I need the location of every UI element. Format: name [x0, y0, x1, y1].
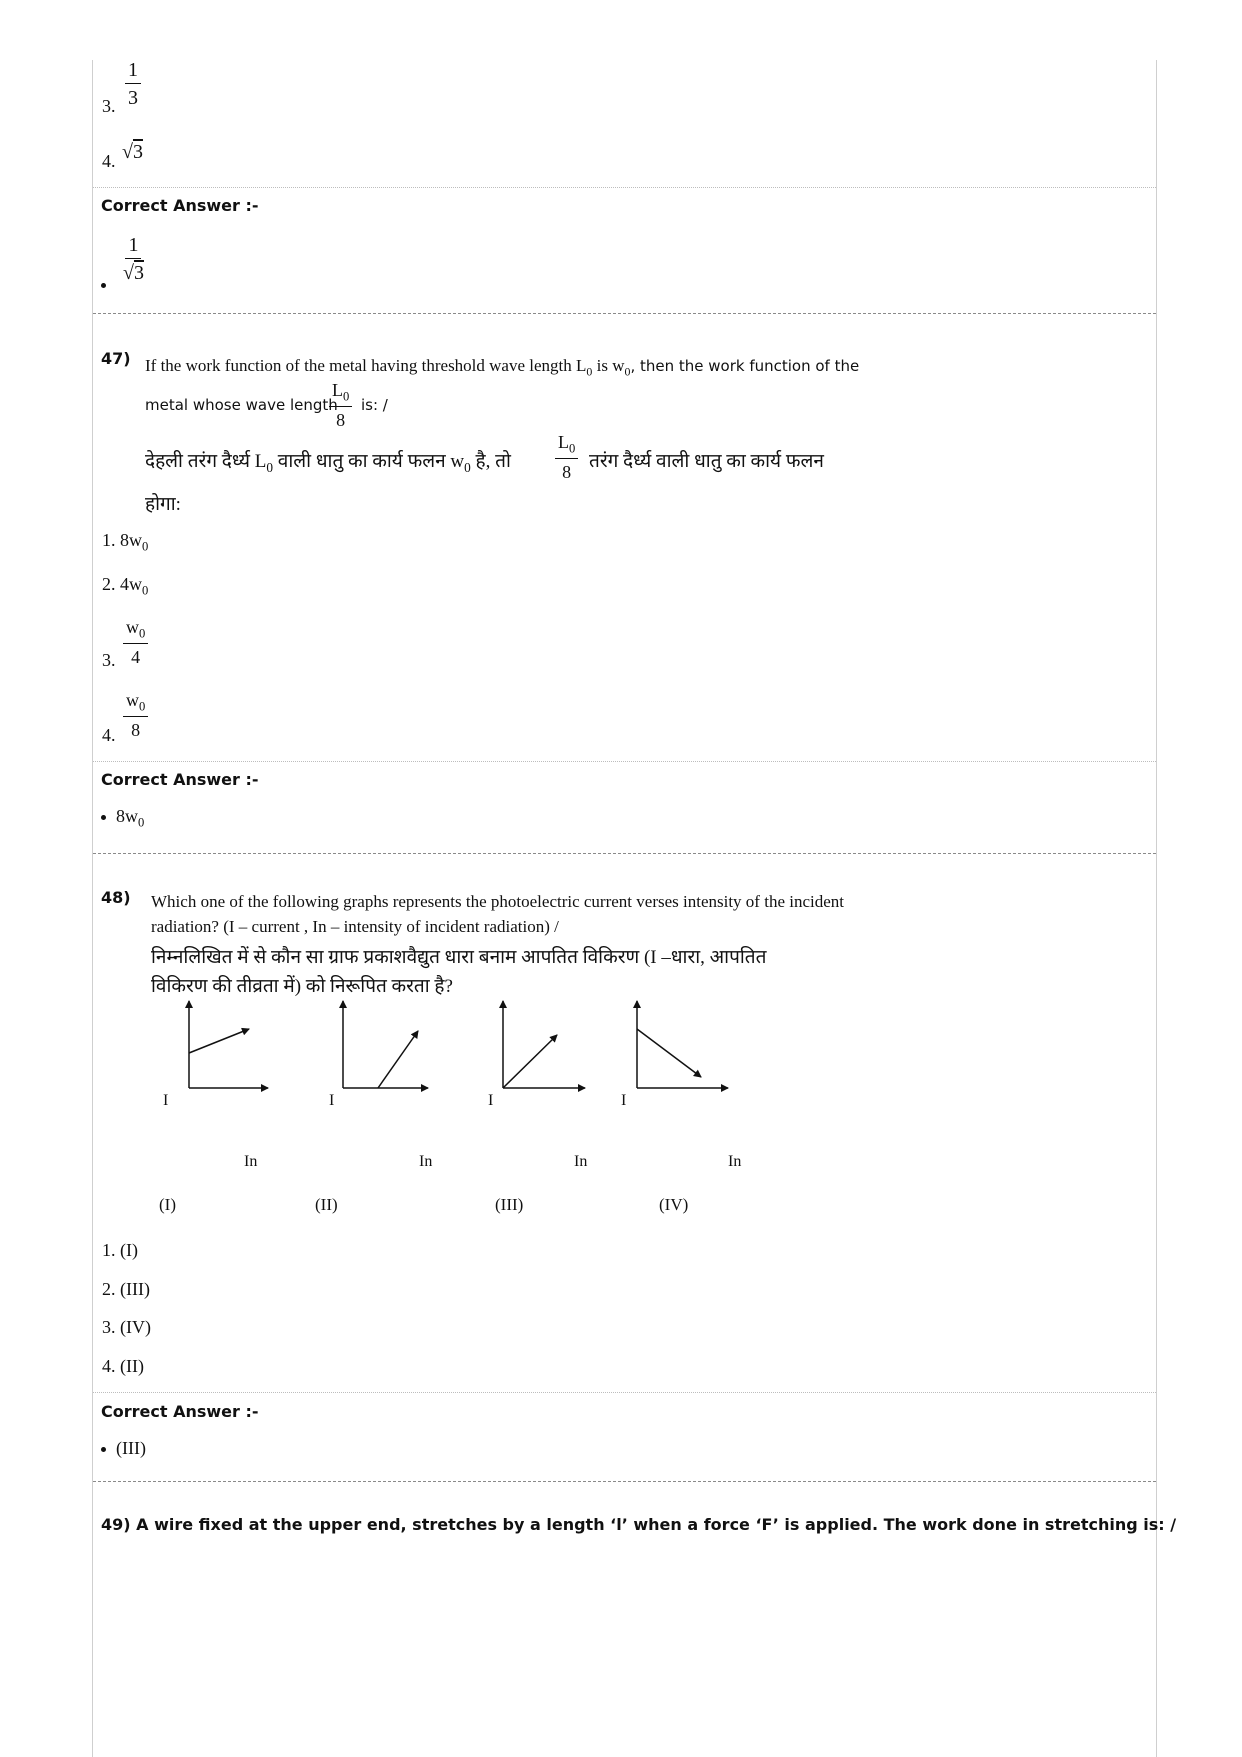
q47-hi-frac-num-text: L: [558, 432, 569, 452]
q48-option-3: [102, 1317, 151, 1338]
q47-option-2-number: 2.: [102, 574, 116, 594]
q47-option-1-number: 1.: [102, 530, 116, 550]
q48-hindi-line-2: विकिरण की तीव्रता में) को निरूपित करता है?: [151, 976, 453, 997]
q47-option-3-num-text: w: [126, 617, 139, 637]
q47-hi-text-a: देहली तरंग दैर्ध्य L: [145, 451, 267, 472]
q48-english-line-2: radiation? (I – current , In – intensity of incident radiation) /: [151, 917, 559, 936]
q48-option-3-number: 3.: [102, 1317, 116, 1337]
q46-option-3-fraction: [125, 60, 141, 108]
q46-correct-denominator-sqrt: 3: [133, 262, 144, 284]
q48-option-2: [102, 1279, 150, 1300]
q47-option-1: [102, 530, 148, 555]
q48-correct-bullet: [101, 1447, 106, 1452]
graph-1-line: [189, 1029, 249, 1053]
q48-correct-answer-label: Correct Answer :-: [101, 1402, 259, 1421]
graph-3: [503, 1001, 585, 1088]
q46-option-4-sqrt-value: 3: [132, 141, 143, 163]
q46-option-4-sqrt: √3: [122, 141, 143, 163]
q47-hi-frac-denominator: 8: [562, 462, 572, 483]
q47-en-text-c: , then the work function of the: [630, 357, 860, 375]
graph-1-caption: (I): [159, 1195, 176, 1214]
graph-2: [343, 1001, 428, 1088]
graph-4-x-label: In: [728, 1153, 742, 1170]
q47-hindi-line-1: [145, 447, 511, 476]
q46-correct-answer-label: Correct Answer :-: [101, 196, 259, 215]
q47-en-w0-sub: 0: [624, 364, 631, 379]
graph-3-line: [503, 1035, 557, 1088]
question-paper-page: [92, 59, 1177, 1757]
divider: [93, 1392, 1156, 1393]
q48-option-4-number: 4.: [102, 1356, 116, 1376]
q47-option-3-num-sub: 0: [139, 626, 146, 641]
q47-frac-num-text: L: [332, 380, 343, 400]
q46-option-3-denominator: 3: [128, 87, 138, 109]
q48-correct-text: (III): [116, 1438, 146, 1458]
q47-english-line-2: metal whose wave length: [145, 396, 338, 414]
q47-option-2: [102, 574, 148, 599]
q48-option-3-text: (IV): [120, 1317, 151, 1337]
q47-option-4-numerator: [123, 691, 148, 717]
q48-option-1-number: 1.: [102, 1240, 116, 1260]
q48-graphs: [153, 995, 793, 1170]
q47-hi-frac-num-sub: 0: [569, 441, 576, 456]
q47-option-2-sub: 0: [142, 583, 149, 598]
question-separator: [93, 1481, 1156, 1482]
q47-hi-text-c: है, तो: [470, 451, 511, 472]
graph-2-caption: (II): [315, 1195, 338, 1214]
graph-3-x-label: In: [574, 1153, 588, 1170]
q47-option-3-fraction: [123, 618, 148, 666]
q47-en-text-b: is w: [592, 356, 625, 375]
q48-option-1: [102, 1240, 138, 1261]
divider: [93, 761, 1156, 762]
q48-hindi-line-1: निम्नलिखित में से कौन सा ग्राफ प्रकाशवैद्युत धारा बनाम आपतित विकिरण (I –धारा, आपतित: [151, 947, 767, 968]
q46-option-3-number: 3.: [102, 96, 116, 116]
graph-3-caption: (III): [495, 1195, 524, 1214]
q47-option-3-number: 3.: [102, 650, 116, 670]
q47-correct-bullet: [101, 815, 106, 820]
q47-frac-numerator: [329, 381, 352, 407]
q46-correct-denominator: √3: [123, 262, 144, 284]
q47-option-4-fraction: [123, 691, 148, 739]
q47-number: 47): [101, 349, 131, 368]
q47-option-3-denominator: 4: [131, 647, 141, 668]
graph-2-y-label: I: [329, 1092, 335, 1109]
q47-correct-answer: [101, 806, 144, 831]
graph-2-x-label: In: [419, 1153, 433, 1170]
question-separator: [93, 853, 1156, 854]
q49-question-text: 49) A wire fixed at the upper end, stretches by a length ‘l’ when a force ‘F’ is applied. The work done in stretching is: /: [101, 1515, 1177, 1534]
q47-hi-l0-sub: 0: [266, 459, 274, 475]
q47-frac-denominator: 8: [336, 410, 346, 431]
q47-wavelength-fraction: [329, 381, 352, 429]
graph-4-y-label: I: [621, 1092, 627, 1109]
q47-option-4-number: 4.: [102, 725, 116, 745]
q47-hi-text-b: वाली धातु का कार्य फलन w: [273, 451, 465, 472]
q46-option-4-number: 4.: [102, 151, 116, 171]
q47-option-4-num-text: w: [126, 690, 139, 710]
graph-3-y-label: I: [488, 1092, 494, 1109]
q47-english-line-1: [145, 356, 859, 379]
q48-number: 48): [101, 888, 131, 907]
graph-1-y-label: I: [163, 1092, 169, 1109]
q46-correct-fraction: [123, 235, 144, 283]
q46-correct-numerator: 1: [125, 235, 141, 259]
q47-option-1-sub: 0: [142, 539, 149, 554]
q48-option-4: [102, 1356, 144, 1377]
graph-4-line: [637, 1029, 701, 1077]
q47-en-l0-sub: 0: [586, 364, 593, 379]
q48-option-1-text: (I): [120, 1240, 138, 1260]
q46-correct-bullet: [101, 276, 116, 294]
q47-option-1-text: 8w: [120, 530, 142, 550]
q48-option-2-number: 2.: [102, 1279, 116, 1299]
divider: [93, 187, 1156, 188]
q47-hi-w0-sub: 0: [464, 459, 471, 475]
q47-hindi-fraction: [555, 433, 578, 481]
graph-4: [637, 1001, 728, 1088]
q48-correct-answer: [101, 1438, 146, 1459]
q48-option-2-text: (III): [120, 1279, 150, 1299]
graph-4-caption: (IV): [659, 1195, 689, 1214]
q48-english-line-1: Which one of the following graphs represents the photoelectric current verses intensity of the incident: [151, 892, 844, 911]
q47-english-line-2-end: is: /: [361, 396, 388, 414]
q48-option-4-text: (II): [120, 1356, 144, 1376]
graph-2-line: [378, 1031, 418, 1088]
q46-option-3-numerator: 1: [125, 60, 141, 84]
q47-option-3-numerator: [123, 618, 148, 644]
q47-option-2-text: 4w: [120, 574, 142, 594]
q47-hindi-line-1-end: तरंग दैर्ध्य वाली धातु का कार्य फलन: [589, 451, 824, 472]
q47-correct-answer-label: Correct Answer :-: [101, 770, 259, 789]
graph-1: [189, 1001, 268, 1088]
q47-option-4-num-sub: 0: [139, 699, 146, 714]
q47-hi-frac-numerator: [555, 433, 578, 459]
question-separator: [93, 313, 1156, 314]
q47-correct-sub: 0: [138, 815, 145, 830]
graph-1-x-label: In: [244, 1153, 258, 1170]
q47-en-text-a: If the work function of the metal having threshold wave length L: [145, 356, 587, 375]
q47-correct-text: 8w: [116, 806, 138, 826]
q47-hindi-line-2: होगा:: [145, 494, 181, 515]
q47-frac-num-sub: 0: [343, 389, 350, 404]
q47-option-4-denominator: 8: [131, 720, 141, 741]
